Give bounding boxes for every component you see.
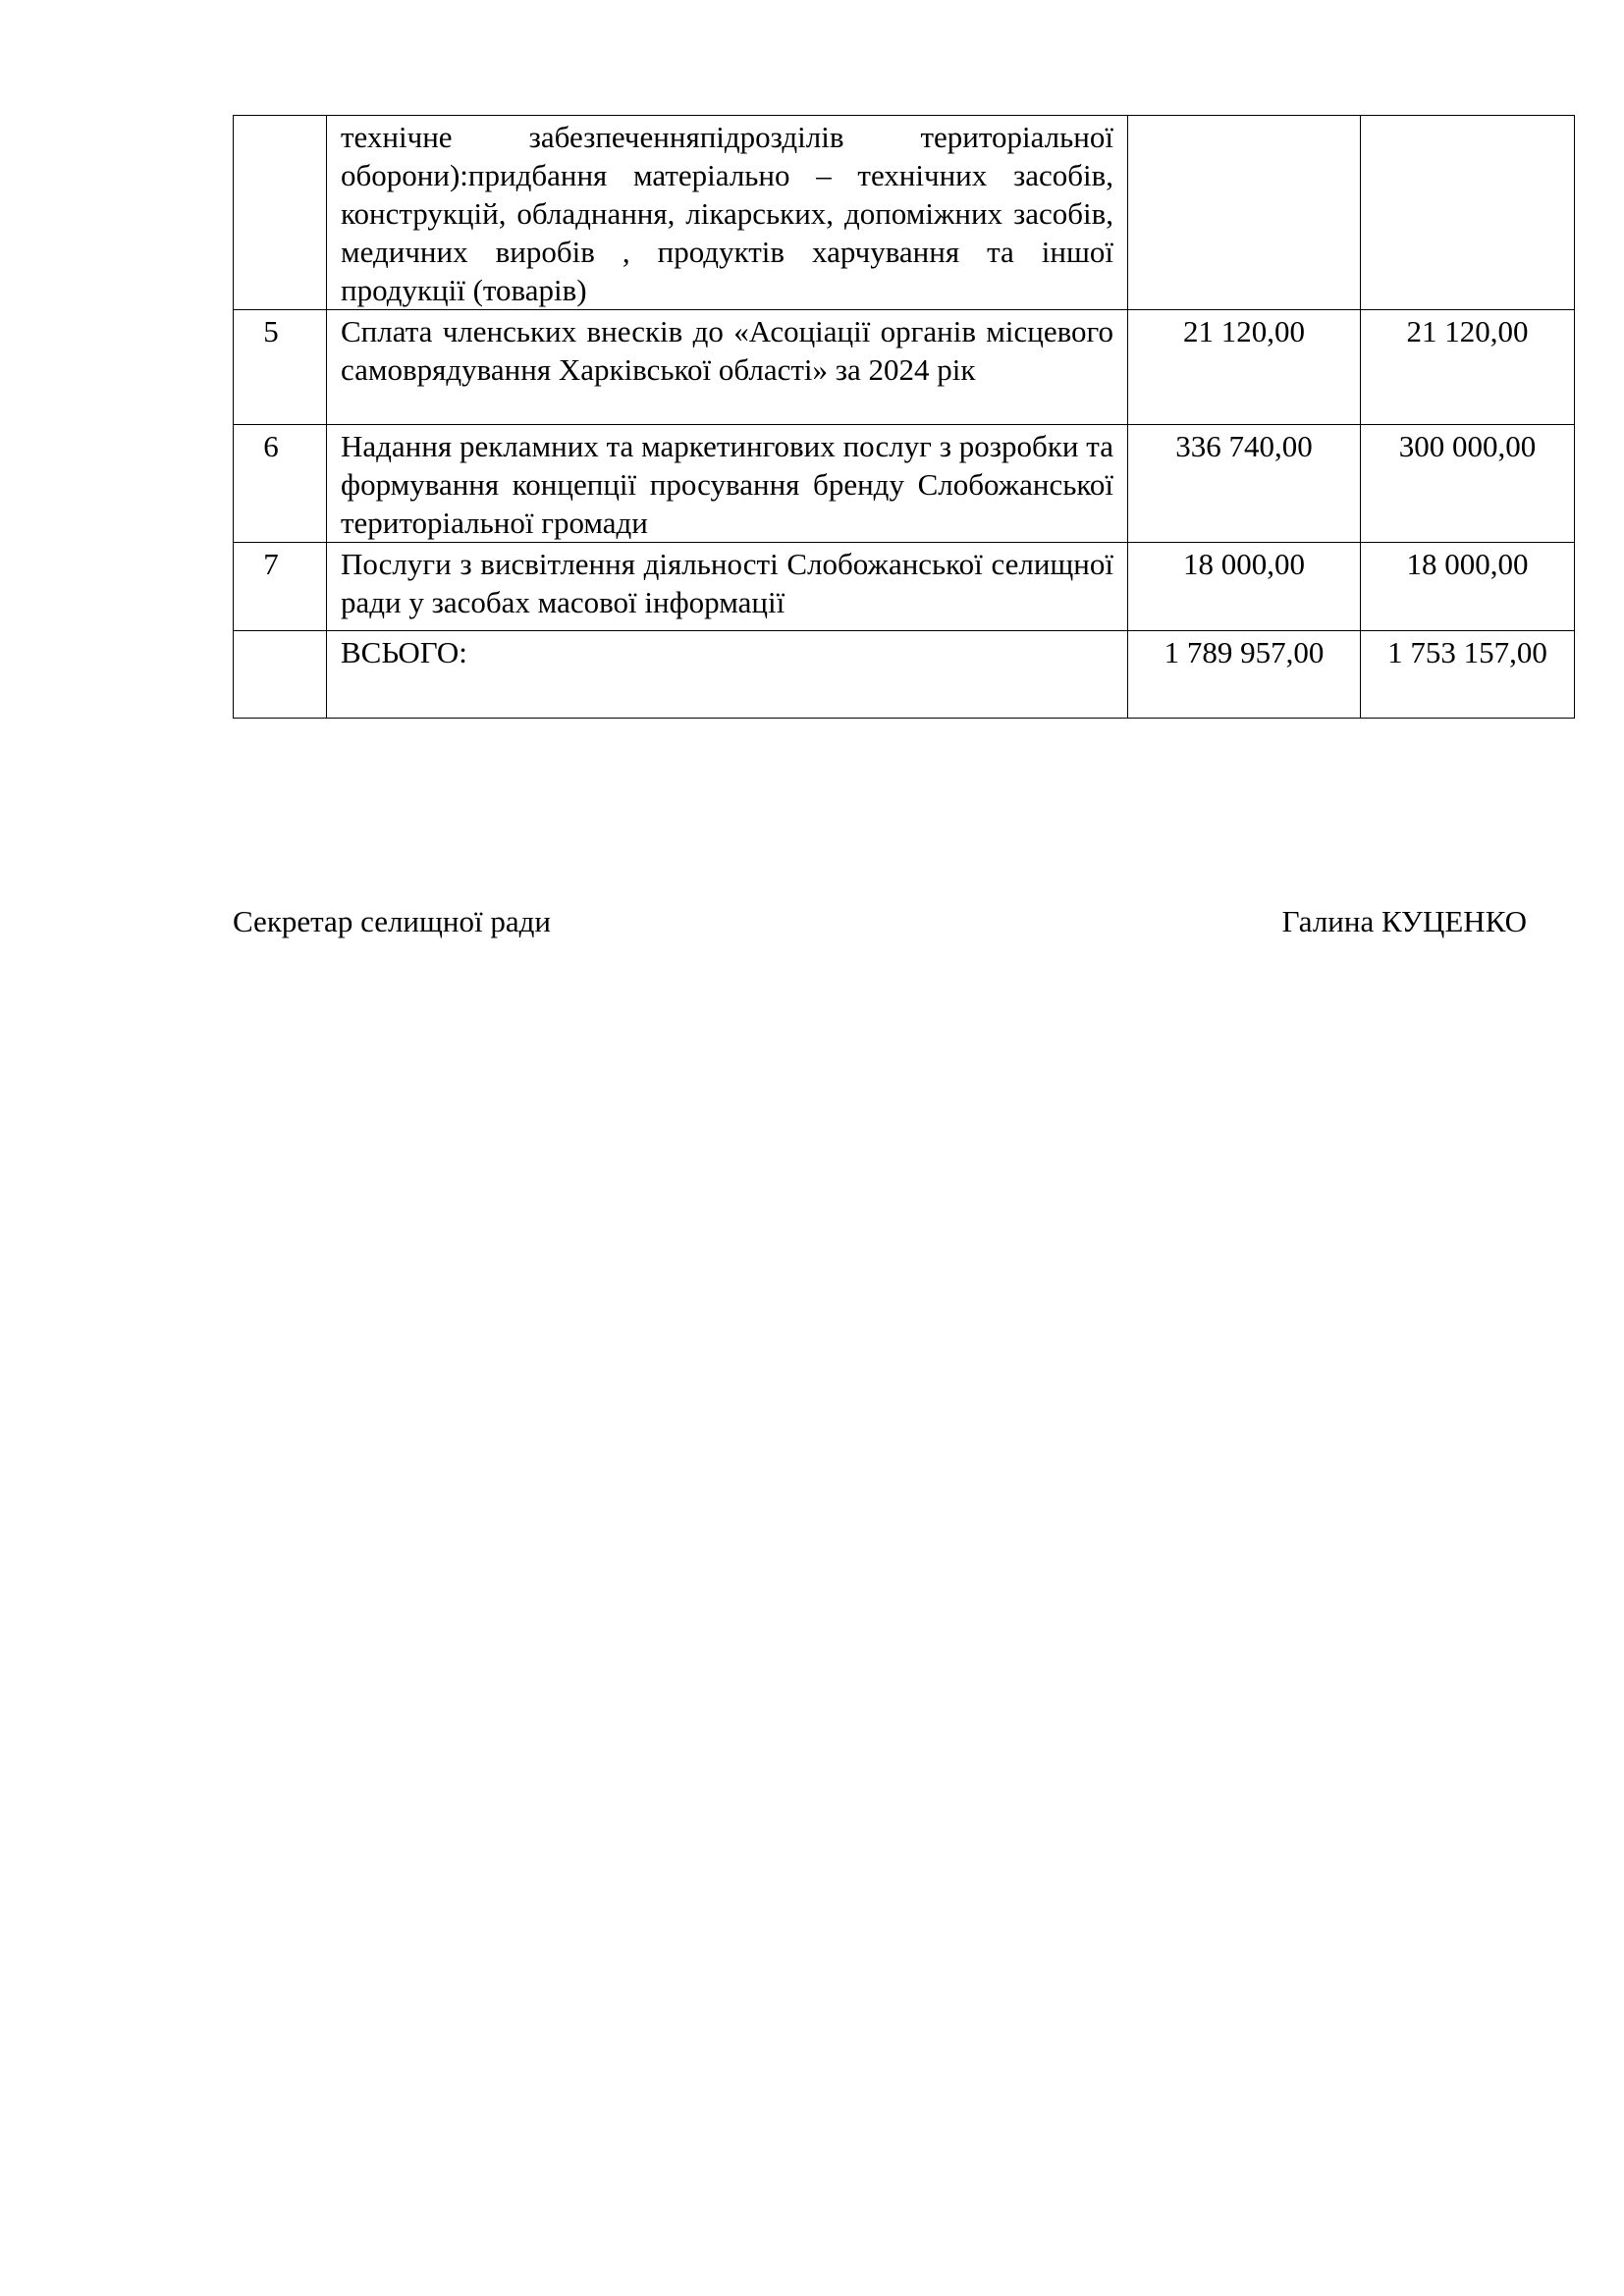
row-number-cell xyxy=(234,116,327,310)
row-description: Послуги з висвітлення діяльності Слобожанської селищної ради у засобах масової інформації xyxy=(341,547,1113,619)
total-amount-2-cell: 1 753 157,00 xyxy=(1361,631,1575,719)
table-row xyxy=(234,543,1575,631)
signatory-position: Секретар селищної ради xyxy=(233,904,551,938)
total-amount-1-cell: 1 789 957,00 xyxy=(1128,631,1361,719)
table-total-row xyxy=(234,631,1575,719)
row-amount-2-cell xyxy=(1361,116,1575,310)
row-amount-1-cell: 336 740,00 xyxy=(1128,425,1361,543)
row-description-cell xyxy=(327,310,1128,425)
row-amount-1-cell: 21 120,00 xyxy=(1128,310,1361,425)
row-amount-2-cell: 18 000,00 xyxy=(1361,543,1575,631)
row-description: технічне забезпеченняпідрозділів територіальної оборони):придбання матеріально – технічних засобів, конструкцій, обладнання, лікарських, допоміжних засобів, медичних виробів , продуктів харчування та іншої продукції (товарів) xyxy=(341,120,1113,307)
total-label-cell xyxy=(327,631,1128,719)
table-row xyxy=(234,310,1575,425)
signatory-name: Галина КУЦЕНКО xyxy=(1281,904,1527,938)
row-description: Сплата членських внесків до «Асоціації органів місцевого самоврядування Харківської області» за 2024 рік xyxy=(341,314,1113,387)
table-row xyxy=(234,116,1575,310)
row-amount-2-cell: 21 120,00 xyxy=(1361,310,1575,425)
table-row xyxy=(234,425,1575,543)
row-number-cell: 6 xyxy=(234,425,327,543)
row-description-cell xyxy=(327,116,1128,310)
total-label: ВСЬОГО: xyxy=(341,635,467,669)
row-amount-2-cell: 300 000,00 xyxy=(1361,425,1575,543)
row-number-cell: 5 xyxy=(234,310,327,425)
row-description-cell xyxy=(327,425,1128,543)
budget-table xyxy=(233,115,1575,719)
row-description: Надання рекламних та маркетингових послуг з розробки та формування концепції просування бренду Слобожанської територіальної громади xyxy=(341,429,1113,540)
row-number-cell xyxy=(234,631,327,719)
row-amount-1-cell: 18 000,00 xyxy=(1128,543,1361,631)
row-number-cell: 7 xyxy=(234,543,327,631)
row-amount-1-cell xyxy=(1128,116,1361,310)
row-description-cell xyxy=(327,543,1128,631)
